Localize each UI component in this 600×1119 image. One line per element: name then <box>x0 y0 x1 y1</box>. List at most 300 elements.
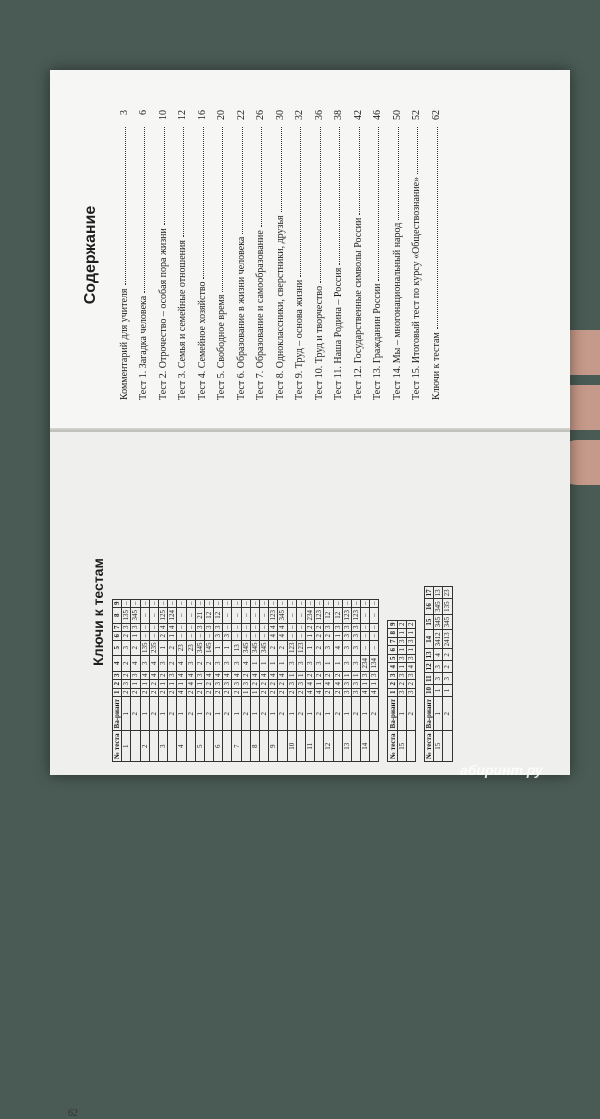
toc-item-title: Тест 13. Гражданин России <box>372 283 383 400</box>
table-cell: 2 <box>370 697 379 731</box>
table-row <box>260 599 269 761</box>
table-cell: 1 <box>250 688 259 697</box>
table-cell: 345 <box>260 640 269 656</box>
column-header: 8 <box>388 629 397 638</box>
table-cell: 135 <box>122 608 131 624</box>
table-cell: – <box>158 599 167 608</box>
table-cell: – <box>269 599 278 608</box>
table-cell: 4 <box>278 671 287 680</box>
column-header: 1 <box>388 688 397 697</box>
table-cell: 2 <box>204 680 213 689</box>
table-cell: – <box>232 623 241 632</box>
table-cell: 1 <box>158 697 167 731</box>
table-cell: 12 <box>204 608 213 624</box>
toc-leader-dots <box>222 127 223 292</box>
toc-item <box>266 110 286 400</box>
table-cell <box>315 731 324 762</box>
toc-item-page: 6 <box>138 110 149 115</box>
table-cell: 3 <box>397 637 406 646</box>
table-cell: 4 <box>370 688 379 697</box>
table-cell: – <box>351 599 360 608</box>
table-cell: – <box>204 599 213 608</box>
table-cell: 4 <box>131 656 140 672</box>
table-cell: 1 <box>269 656 278 672</box>
table-cell: 1 <box>397 663 406 672</box>
table-cell: 124 <box>168 608 177 624</box>
watermark: абиринт.ру <box>460 762 543 778</box>
table-cell: 2 <box>232 688 241 697</box>
table-cell: 13 <box>232 640 241 656</box>
table-cell: 4 <box>250 671 259 680</box>
table-cell: 3 <box>406 654 415 663</box>
table-cell: – <box>241 599 250 608</box>
table-cell: – <box>324 599 333 608</box>
table-cell: 2 <box>351 697 360 731</box>
table-cell: – <box>333 599 342 608</box>
table-cell: 125 <box>158 608 167 624</box>
toc-item-title: Тест 10. Труд и творчество <box>313 285 325 400</box>
table-cell: 11 <box>305 731 314 762</box>
table-cell: 12 <box>214 608 223 624</box>
table-cell: 4 <box>333 680 342 689</box>
table-cell: 3 <box>406 637 415 646</box>
table-cell: 234 <box>361 656 370 672</box>
table-cell: 345 <box>131 608 140 624</box>
table-cell: – <box>361 623 370 632</box>
table-cell: 2 <box>131 697 140 731</box>
table-cell: 2 <box>204 697 213 731</box>
column-header: 2 <box>388 680 397 689</box>
table-cell <box>370 731 379 762</box>
toc-item-title: Тест 9. Труд – основа жизни <box>294 279 305 400</box>
table-cell: 3 <box>195 671 204 680</box>
table-cell: 234 <box>305 608 314 624</box>
toc-item-page: 22 <box>235 110 247 120</box>
column-header: № теста <box>388 731 397 762</box>
table-cell: 3 <box>370 671 379 680</box>
table-cell: 2 <box>406 697 415 731</box>
table-cell: 2 <box>122 632 131 641</box>
table-cell: 2 <box>260 680 269 689</box>
table-cell: – <box>260 623 269 632</box>
toc-item-title: Тест 7. Образование и самообразование <box>255 230 266 400</box>
table-cell: 1 <box>315 680 324 689</box>
table-cell: 4 <box>177 688 186 697</box>
table-cell: – <box>186 608 195 624</box>
toc-leader-dots <box>398 127 399 220</box>
table-cell: 3 <box>351 680 360 689</box>
table-row <box>158 599 167 761</box>
table-cell: 1 <box>278 656 287 672</box>
column-header: № теста <box>425 731 434 762</box>
table-cell: 2413 <box>443 630 452 649</box>
table-cell: 3 <box>232 680 241 689</box>
table-cell: 2 <box>223 688 232 697</box>
table-cell: 23 <box>186 640 195 656</box>
table-cell: 1 <box>214 640 223 656</box>
table-cell: – <box>214 599 223 608</box>
table-cell: 4 <box>223 671 232 680</box>
table-cell: 15 <box>434 731 443 762</box>
table-row <box>296 599 305 761</box>
table-cell: 2 <box>214 688 223 697</box>
toc-leader-dots <box>125 127 126 285</box>
table-row <box>342 599 351 761</box>
table-cell: 1 <box>250 697 259 731</box>
table-cell: 1 <box>195 697 204 731</box>
table-cell: 4 <box>186 680 195 689</box>
column-header: 13 <box>425 649 434 661</box>
table-cell: 4 <box>269 671 278 680</box>
table-row <box>204 599 213 761</box>
table-cell: 3 <box>122 623 131 632</box>
table-cell: – <box>241 623 250 632</box>
table-cell: 2 <box>260 697 269 731</box>
table-row <box>186 599 195 761</box>
table-cell: 3 <box>131 671 140 680</box>
table-cell: 2 <box>397 620 406 629</box>
table-cell: 2 <box>443 697 452 731</box>
table-cell: 123 <box>287 640 296 656</box>
table-row <box>305 599 314 761</box>
table-cell: 2 <box>204 688 213 697</box>
toc-item-page: 38 <box>333 110 344 120</box>
table-cell: 3 <box>223 656 232 672</box>
toc-leader-dots <box>320 127 321 283</box>
table-cell: 1 <box>269 697 278 731</box>
column-header: 4 <box>113 656 122 672</box>
toc-item-page: 50 <box>391 110 403 120</box>
table-cell: – <box>296 608 305 624</box>
table-cell: 10 <box>287 731 296 762</box>
table-cell: 4 <box>177 731 186 762</box>
table-cell: 2 <box>269 688 278 697</box>
table-cell: 2 <box>333 688 342 697</box>
column-header: 7 <box>388 637 397 646</box>
table-cell: 2 <box>333 671 342 680</box>
table-cell: 3 <box>351 623 360 632</box>
table-cell: 2 <box>204 656 213 672</box>
toc-item-title: Тест 8. Одноклассники, сверстники, друзья <box>274 215 286 400</box>
table-cell: 3 <box>186 656 195 672</box>
column-header: 6 <box>388 646 397 655</box>
toc-leader-dots <box>417 127 418 174</box>
toc-leader-dots <box>203 127 204 279</box>
table-cell: – <box>370 599 379 608</box>
column-header: 15 <box>425 614 434 630</box>
table-cell: 2 <box>278 688 287 697</box>
table-cell: 4 <box>278 623 287 632</box>
table-cell: 1 <box>250 656 259 672</box>
toc-item <box>130 110 150 400</box>
toc-item-title: Ключи к тестам <box>430 332 442 400</box>
table-cell: 3412 <box>434 630 443 649</box>
toc-item-page: 12 <box>177 110 188 120</box>
table-cell <box>149 731 158 762</box>
table-cell: 2 <box>278 680 287 689</box>
table-cell: 235 <box>149 640 158 656</box>
table-row <box>168 599 177 761</box>
table-cell: – <box>195 632 204 641</box>
table-cell: 2 <box>324 632 333 641</box>
table-cell: 2 <box>260 688 269 697</box>
table-cell: 23 <box>177 640 186 656</box>
table-cell: 1 <box>361 680 370 689</box>
toc-item-title: Тест 15. Итоговый тест по курсу «Обществознание» <box>411 176 422 400</box>
table-row <box>122 599 131 761</box>
table-cell: – <box>223 623 232 632</box>
toc-item <box>169 110 189 400</box>
table-cell: 2 <box>250 680 259 689</box>
table-cell: 2 <box>241 697 250 731</box>
table-cell: – <box>186 632 195 641</box>
table-cell: 2 <box>269 640 278 656</box>
table-cell: 123 <box>342 608 351 624</box>
table-cell: 1 <box>296 671 305 680</box>
toc-item-title: Тест 14. Мы – многонациональный народ <box>391 222 403 400</box>
table-cell: – <box>204 632 213 641</box>
table-cell <box>186 731 195 762</box>
table-cell: 2 <box>168 688 177 697</box>
keys-table-test15-part1 <box>387 620 416 762</box>
toc-leader-dots <box>281 127 282 212</box>
table-cell: – <box>296 623 305 632</box>
keys-title: Ключи к тестам <box>90 558 106 666</box>
table-cell: 2 <box>278 640 287 656</box>
table-cell: 3 <box>195 623 204 632</box>
table-cell: 2 <box>324 671 333 680</box>
toc-item <box>208 110 228 400</box>
toc-item-title: Тест 12. Государственные символы России <box>352 217 364 400</box>
table-cell: – <box>370 640 379 656</box>
table-cell: 14 <box>361 731 370 762</box>
table-row <box>287 599 296 761</box>
table-cell <box>278 731 287 762</box>
table-cell: 345 <box>241 640 250 656</box>
toc-item <box>227 110 247 400</box>
table-cell: 123 <box>269 608 278 624</box>
column-header: 11 <box>425 673 434 685</box>
toc-leader-dots <box>437 127 438 329</box>
column-header: Ва-риант <box>113 697 122 731</box>
toc-item <box>364 110 384 400</box>
table-cell: 3 <box>397 654 406 663</box>
table-cell: – <box>342 599 351 608</box>
table-cell: – <box>140 608 149 624</box>
table-cell: 1 <box>232 697 241 731</box>
table-row <box>195 599 204 761</box>
toc-leader-dots <box>300 127 301 277</box>
table-row <box>177 599 186 761</box>
table-cell: 4 <box>232 671 241 680</box>
table-cell: 1 <box>305 640 314 656</box>
table-row <box>241 599 250 761</box>
toc-item-title: Тест 2. Отрочество – особая пора жизни <box>157 228 169 400</box>
table-header-row <box>388 620 397 761</box>
table-cell <box>168 731 177 762</box>
table-cell: – <box>287 599 296 608</box>
table-cell <box>223 731 232 762</box>
toc-leader-dots <box>261 127 262 227</box>
table-cell: 15 <box>397 731 406 762</box>
toc-item <box>383 110 403 400</box>
table-cell: 1 <box>168 680 177 689</box>
table-cell: 1 <box>305 632 314 641</box>
column-header: 12 <box>425 661 434 673</box>
table-cell: 1 <box>260 656 269 672</box>
table-cell: 4 <box>149 656 158 672</box>
table-cell: 345 <box>443 614 452 630</box>
table-cell: 2 <box>315 632 324 641</box>
table-cell: 4 <box>204 671 213 680</box>
table-cell: 1 <box>324 656 333 672</box>
table-cell: 1 <box>397 629 406 638</box>
table-row <box>361 599 370 761</box>
table-cell: – <box>361 599 370 608</box>
table-cell: 4 <box>269 623 278 632</box>
table-cell: 2 <box>315 623 324 632</box>
toc-item-page: 20 <box>216 110 227 120</box>
toc-leader-dots <box>144 127 145 293</box>
table-cell: 2 <box>397 680 406 689</box>
table-cell: 23 <box>443 587 452 599</box>
table-cell: 345 <box>250 640 259 656</box>
column-header: Ва-риант <box>388 697 397 731</box>
column-header: 7 <box>113 623 122 632</box>
table-cell: – <box>177 599 186 608</box>
table-cell: 123 <box>296 640 305 656</box>
table-cell: 3 <box>397 688 406 697</box>
table-cell: 2 <box>278 697 287 731</box>
table-cell: 2 <box>269 680 278 689</box>
toc-item-page: 10 <box>157 110 169 120</box>
table-cell: 4 <box>149 671 158 680</box>
toc-item-page: 36 <box>313 110 325 120</box>
table-cell: 1 <box>223 640 232 656</box>
open-book <box>50 70 570 1119</box>
table-header-row <box>425 587 434 762</box>
table-cell: 5 <box>195 731 204 762</box>
table-row <box>214 599 223 761</box>
table-cell: 1 <box>140 680 149 689</box>
table-cell: 3 <box>168 671 177 680</box>
table-cell: 2 <box>149 680 158 689</box>
table-cell: – <box>223 599 232 608</box>
table-cell: 1 <box>406 629 415 638</box>
table-cell <box>131 731 140 762</box>
table-cell: – <box>260 608 269 624</box>
table-cell: 3 <box>315 656 324 672</box>
toc-page <box>50 70 570 430</box>
table-cell: 345 <box>434 614 443 630</box>
table-cell: 2 <box>296 688 305 697</box>
table-row <box>269 599 278 761</box>
table-cell: 2 <box>406 620 415 629</box>
table-cell: – <box>140 632 149 641</box>
table-cell: – <box>287 608 296 624</box>
table-row <box>333 599 342 761</box>
table-cell: 1 <box>140 697 149 731</box>
table-cell: 1 <box>287 697 296 731</box>
table-cell: 2 <box>186 688 195 697</box>
table-row <box>443 587 452 762</box>
table-cell: 4 <box>278 632 287 641</box>
table-cell: 1 <box>195 680 204 689</box>
table-cell: – <box>260 599 269 608</box>
table-cell: – <box>177 608 186 624</box>
table-cell: 145 <box>204 640 213 656</box>
keys-page <box>50 432 570 1119</box>
table-cell: 3 <box>342 688 351 697</box>
toc-item <box>110 110 130 400</box>
table-cell: 3 <box>434 673 443 685</box>
table-cell: 2 <box>122 688 131 697</box>
table-row <box>140 599 149 761</box>
table-cell: – <box>168 599 177 608</box>
table-cell: 134 <box>370 656 379 672</box>
table-cell: 12 <box>324 608 333 624</box>
column-header: 9 <box>388 620 397 629</box>
table-cell: 2 <box>186 697 195 731</box>
table-cell <box>443 731 452 762</box>
table-cell: 1 <box>158 640 167 656</box>
column-header: 4 <box>388 663 397 672</box>
table-cell: 1 <box>333 632 342 641</box>
table-cell: 3 <box>342 632 351 641</box>
table-cell: – <box>250 608 259 624</box>
table-cell: 3 <box>351 632 360 641</box>
table-row <box>406 620 415 761</box>
toc-item <box>286 110 306 400</box>
table-cell: 2 <box>305 671 314 680</box>
toc-item-page: 26 <box>255 110 266 120</box>
table-cell: 2 <box>443 661 452 673</box>
table-cell: 3 <box>223 680 232 689</box>
table-cell: – <box>296 632 305 641</box>
table-cell: 3 <box>204 623 213 632</box>
toc-item-title: Тест 4. Семейное хозяйство <box>196 281 208 400</box>
table-cell: 2 <box>315 671 324 680</box>
toc-leader-dots <box>378 127 379 281</box>
table-cell: – <box>250 623 259 632</box>
table-cell: 2 <box>131 688 140 697</box>
table-cell: 2 <box>315 697 324 731</box>
table-cell: 1 <box>122 731 131 762</box>
table-cell: 3 <box>342 640 351 656</box>
table-cell: 21 <box>195 608 204 624</box>
table-row <box>149 599 158 761</box>
table-cell: 1 <box>434 697 443 731</box>
table-cell: 3 <box>287 656 296 672</box>
table-cell: 4 <box>241 656 250 672</box>
table-cell: 2 <box>149 688 158 697</box>
table-cell: 3 <box>324 640 333 656</box>
table-cell: 3 <box>131 623 140 632</box>
toc-leader-dots <box>183 127 184 237</box>
keys-table-test15-part2 <box>424 586 453 762</box>
toc-item <box>344 110 364 400</box>
table-cell: 3 <box>406 671 415 680</box>
table-cell: – <box>278 599 287 608</box>
table-row <box>324 599 333 761</box>
table-cell: – <box>370 623 379 632</box>
column-header: № теста <box>113 731 122 762</box>
table-cell: 3 <box>333 623 342 632</box>
table-cell: – <box>250 599 259 608</box>
table-cell: 3 <box>122 640 131 656</box>
table-cell: 3 <box>122 680 131 689</box>
table-cell: 3 <box>296 680 305 689</box>
